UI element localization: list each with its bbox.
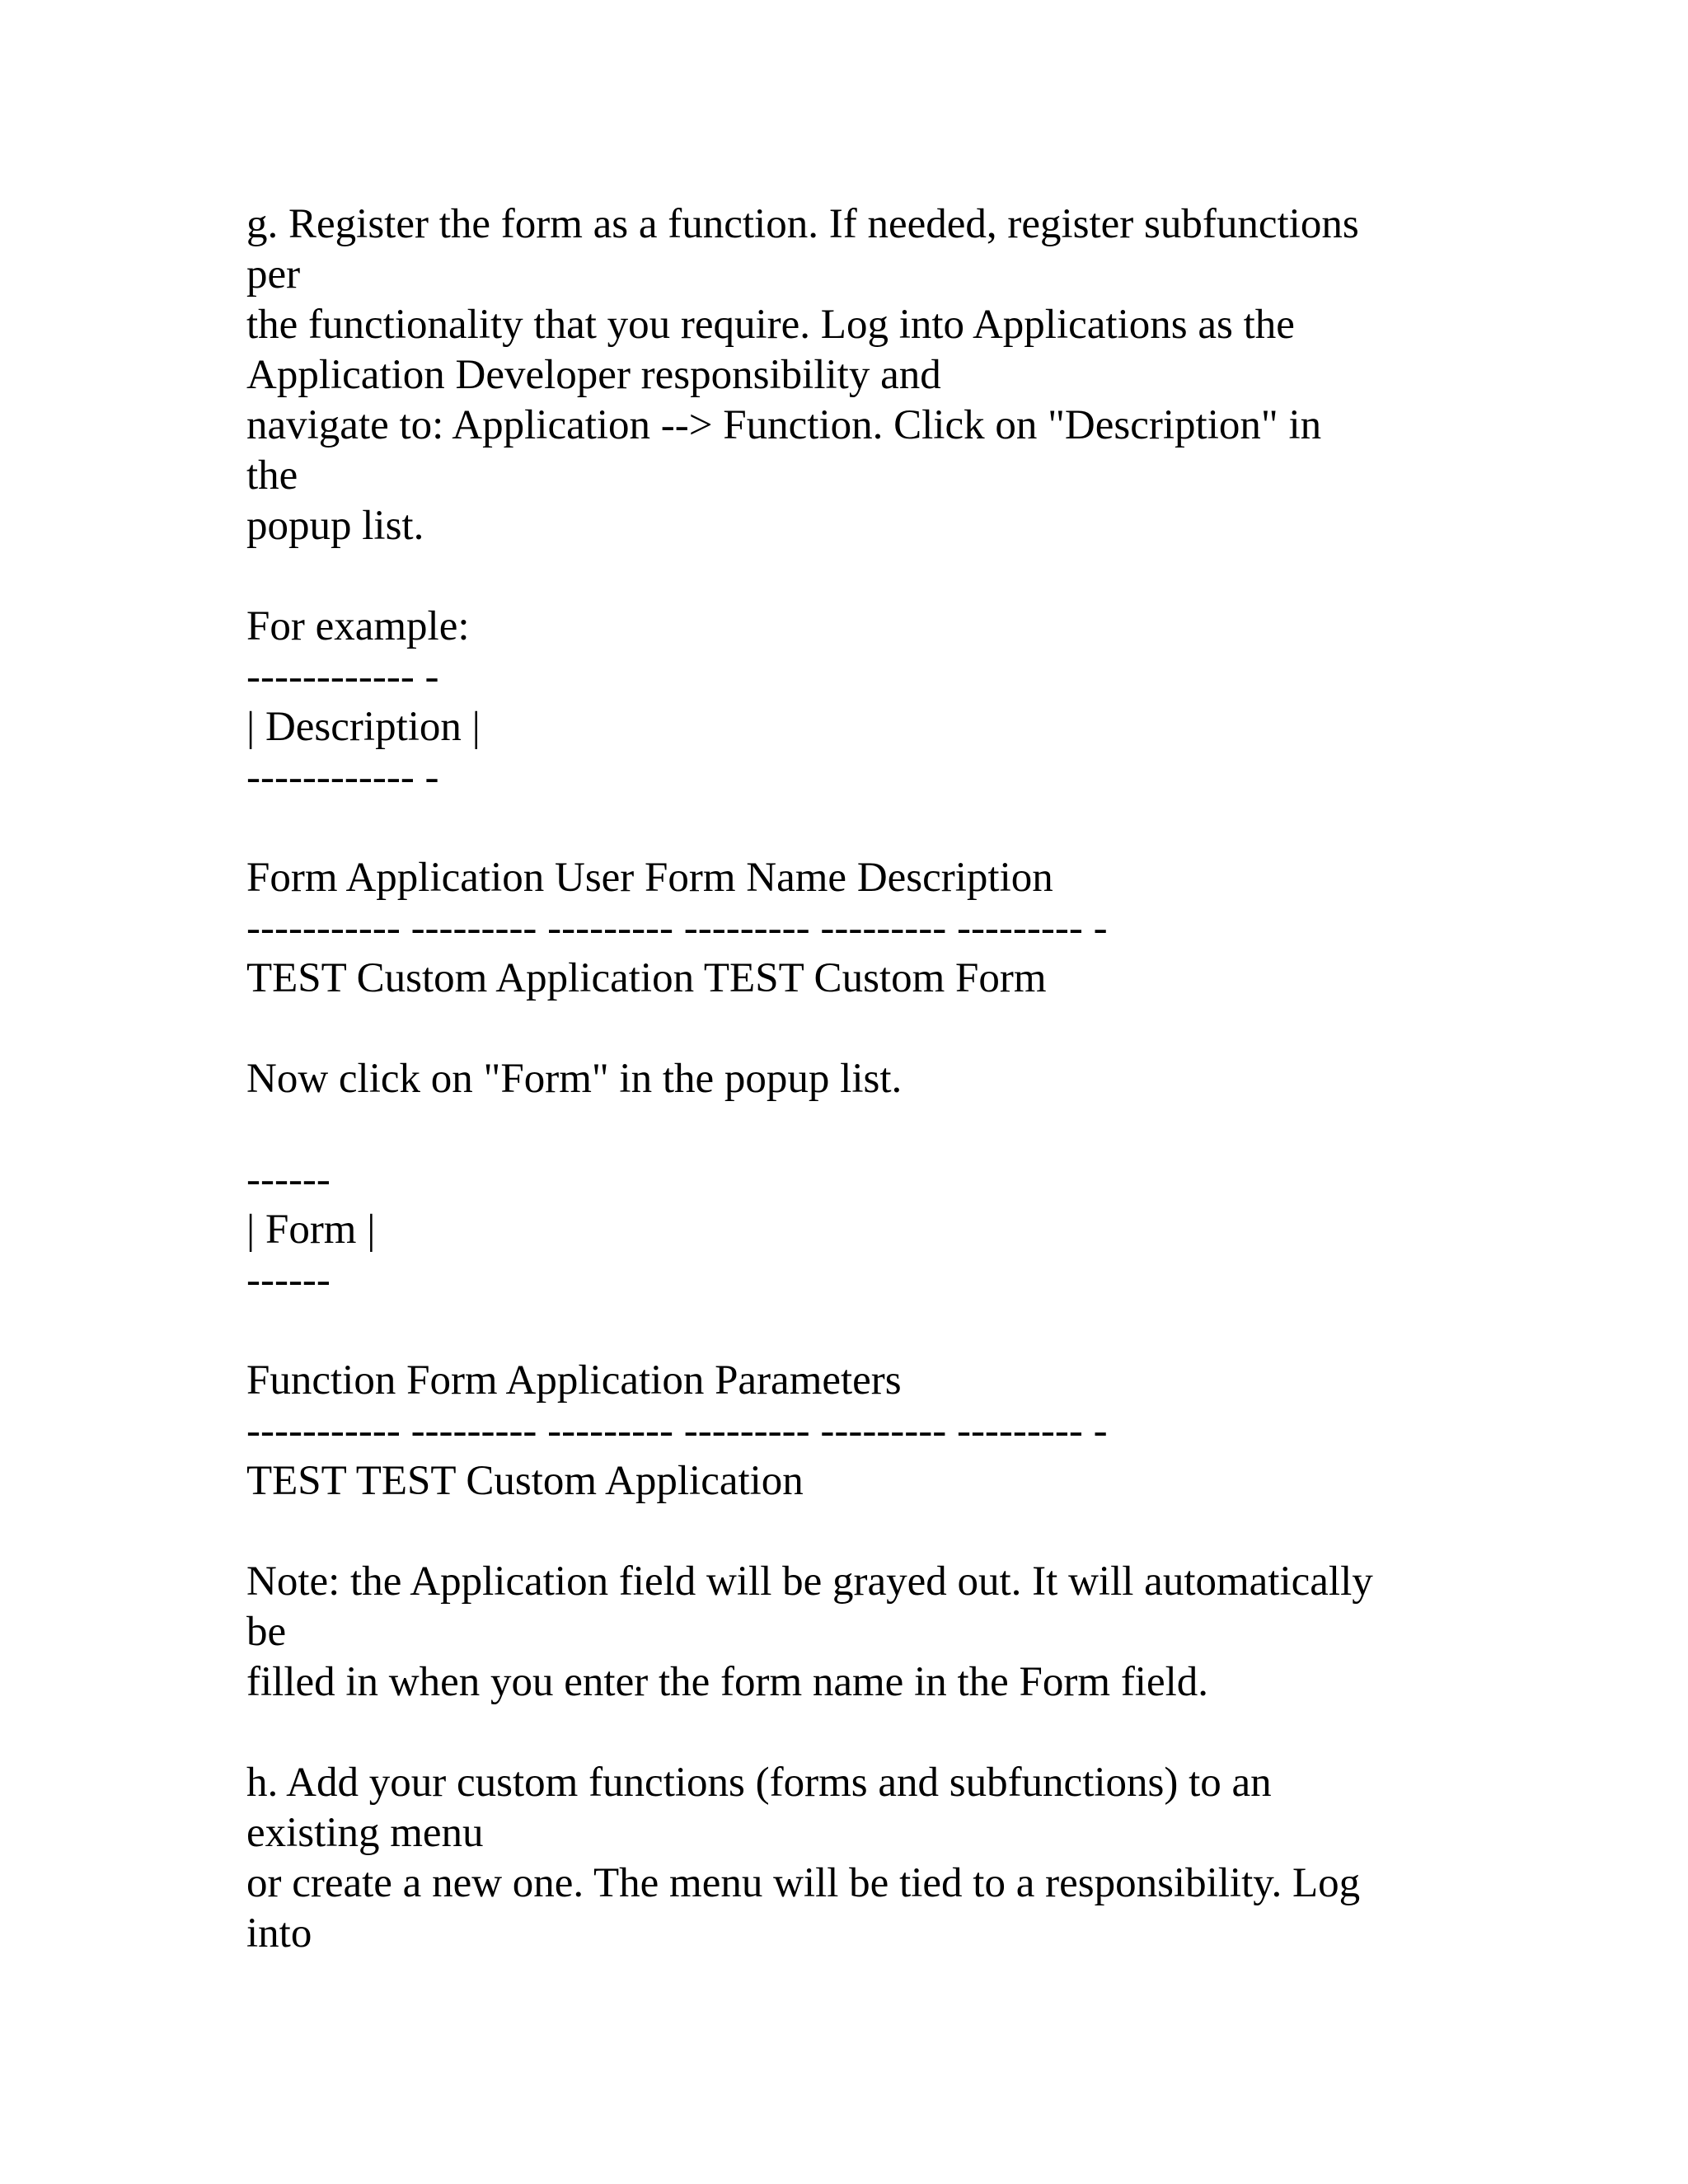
text-line: Form Application User Form Name Description <box>246 855 1053 901</box>
text-line: h. Add your custom functions (forms and subfunctions) to an <box>246 1760 1272 1806</box>
text-line: or create a new one. The menu will be tied to a responsibility. Log <box>246 1860 1361 1906</box>
text-line: popup list. <box>246 503 424 549</box>
text-line: ------ <box>246 1156 331 1202</box>
text-line: ------ <box>246 1257 331 1303</box>
text-line: existing menu <box>246 1810 484 1856</box>
blank-line <box>246 1708 1483 1758</box>
blank-line <box>246 803 1483 853</box>
text-line: g. Register the form as a function. If needed, register subfunctions <box>246 201 1359 247</box>
blank-line <box>246 551 1483 602</box>
text-line: | Description | <box>246 704 481 750</box>
text-line: Note: the Application field will be grayed out. It will automatically <box>246 1558 1373 1605</box>
blank-line <box>246 1004 1483 1054</box>
text-line: Function Form Application Parameters <box>246 1357 902 1404</box>
text-line: ------------ - <box>246 654 439 700</box>
blank-line <box>246 1507 1483 1557</box>
text-line: Now click on "Form" in the popup list. <box>246 1056 903 1102</box>
text-line: ----------- --------- --------- --------- --------- --------- - <box>246 1408 1108 1454</box>
text-line: per <box>246 251 301 298</box>
text-line: the <box>246 452 298 499</box>
text-line: TEST Custom Application TEST Custom Form <box>246 955 1047 1001</box>
text-line: filled in when you enter the form name in the Form field. <box>246 1659 1209 1705</box>
blank-line <box>246 1104 1483 1155</box>
text-line: the functionality that you require. Log into Applications as the <box>246 302 1295 348</box>
text-line: ------------ - <box>246 754 439 800</box>
text-line: navigate to: Application --> Function. Click on "Description" in <box>246 402 1322 448</box>
text-line: ----------- --------- --------- --------- --------- --------- - <box>246 905 1108 951</box>
text-line: | Form | <box>246 1207 376 1253</box>
blank-line <box>246 1305 1483 1356</box>
text-line: Application Developer responsibility and <box>246 352 941 398</box>
text-line: be <box>246 1609 287 1655</box>
text-line: For example: <box>246 603 470 649</box>
text-line: TEST TEST Custom Application <box>246 1458 804 1504</box>
document-body <box>246 199 1483 1959</box>
text-line: into <box>246 1910 312 1957</box>
